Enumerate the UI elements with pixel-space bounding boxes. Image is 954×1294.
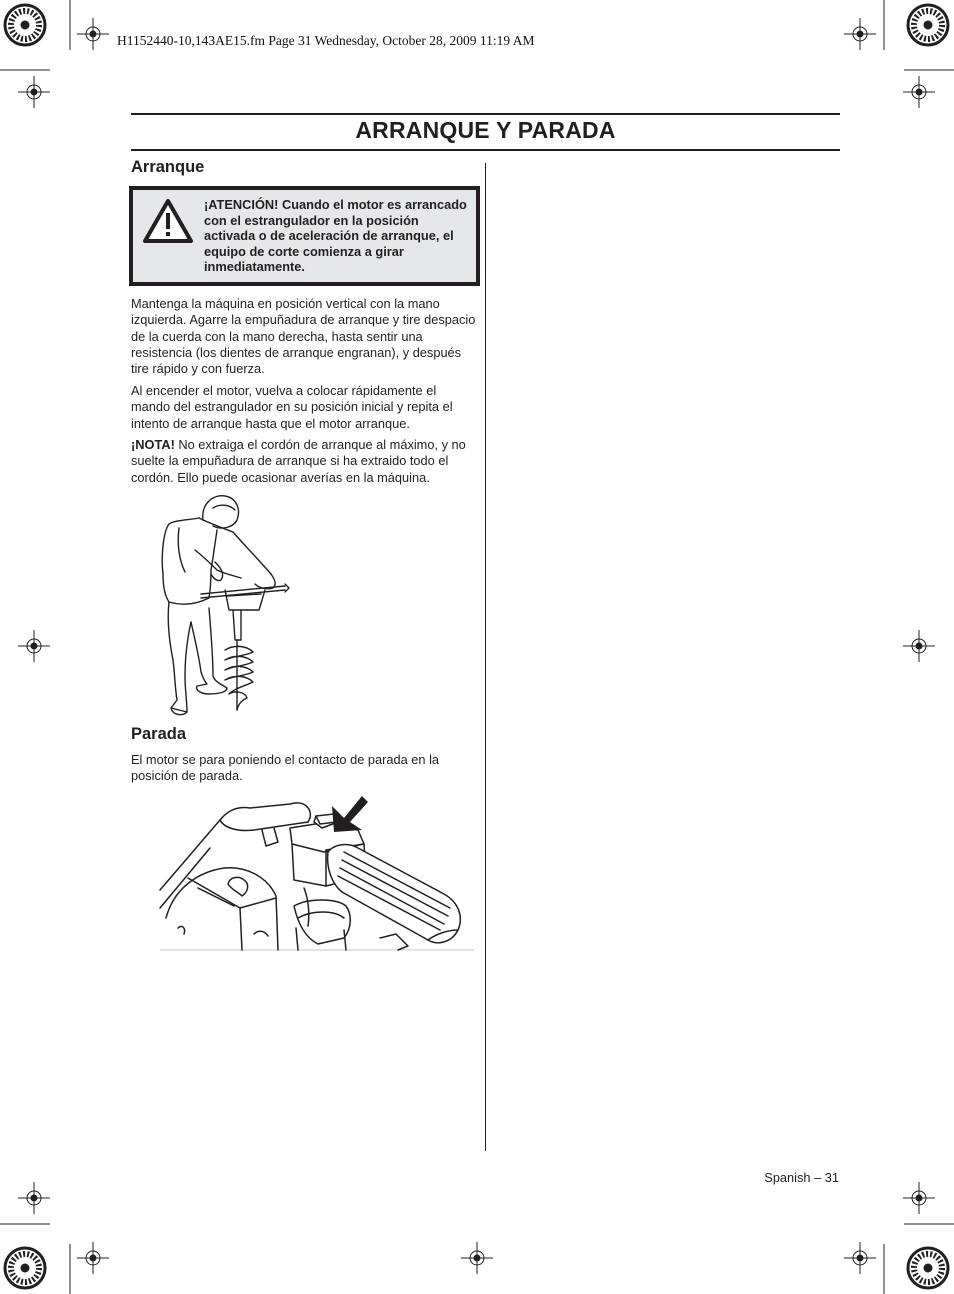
section-heading-arranque: Arranque [131, 158, 205, 176]
note-text: No extraiga el cordón de arranque al máximo, y no suelte la empuñadura de arranque si ha extraido todo el cordón. Ello puede ocasionar averías en la máquina. [131, 437, 466, 485]
warning-text: ¡ATENCIÓN! Cuando el motor es arrancado con el estrangulador en la posición activada o de aceleración de arranque, el equipo de corte comienza a girar inmediatamente. [204, 197, 467, 275]
paragraph-stop-procedure: El motor se para poniendo el contacto de parada en la posición de parada. [131, 752, 440, 784]
page-footer: Spanish – 31 [764, 1170, 839, 1185]
page-title: ARRANQUE Y PARADA [355, 117, 616, 143]
registration-star-targets [5, 5, 948, 1288]
note-label: ¡NOTA! [131, 437, 175, 452]
registration-cross-marks [18, 18, 935, 1274]
paragraph-choke-return: Al encender el motor, vuelva a colocar rápidamente el mando del estrangulador en su posición inicial y repita el intento de arranque hasta que el motor arranque. [131, 383, 453, 431]
print-header: H1152440-10,143AE15.fm Page 31 Wednesday, October 28, 2009 11:19 AM [117, 33, 535, 48]
paragraph-start-procedure: Mantenga la máquina en posición vertical con la mano izquierda. Agarre la empuñadura de arranque y tire despacio de la cuerda con la mano derecha, hasta sentir una resistencia (los dientes de arranque engranan), y después tire rápido y con fuerza. [131, 296, 476, 377]
section-heading-parada: Parada [131, 725, 187, 743]
